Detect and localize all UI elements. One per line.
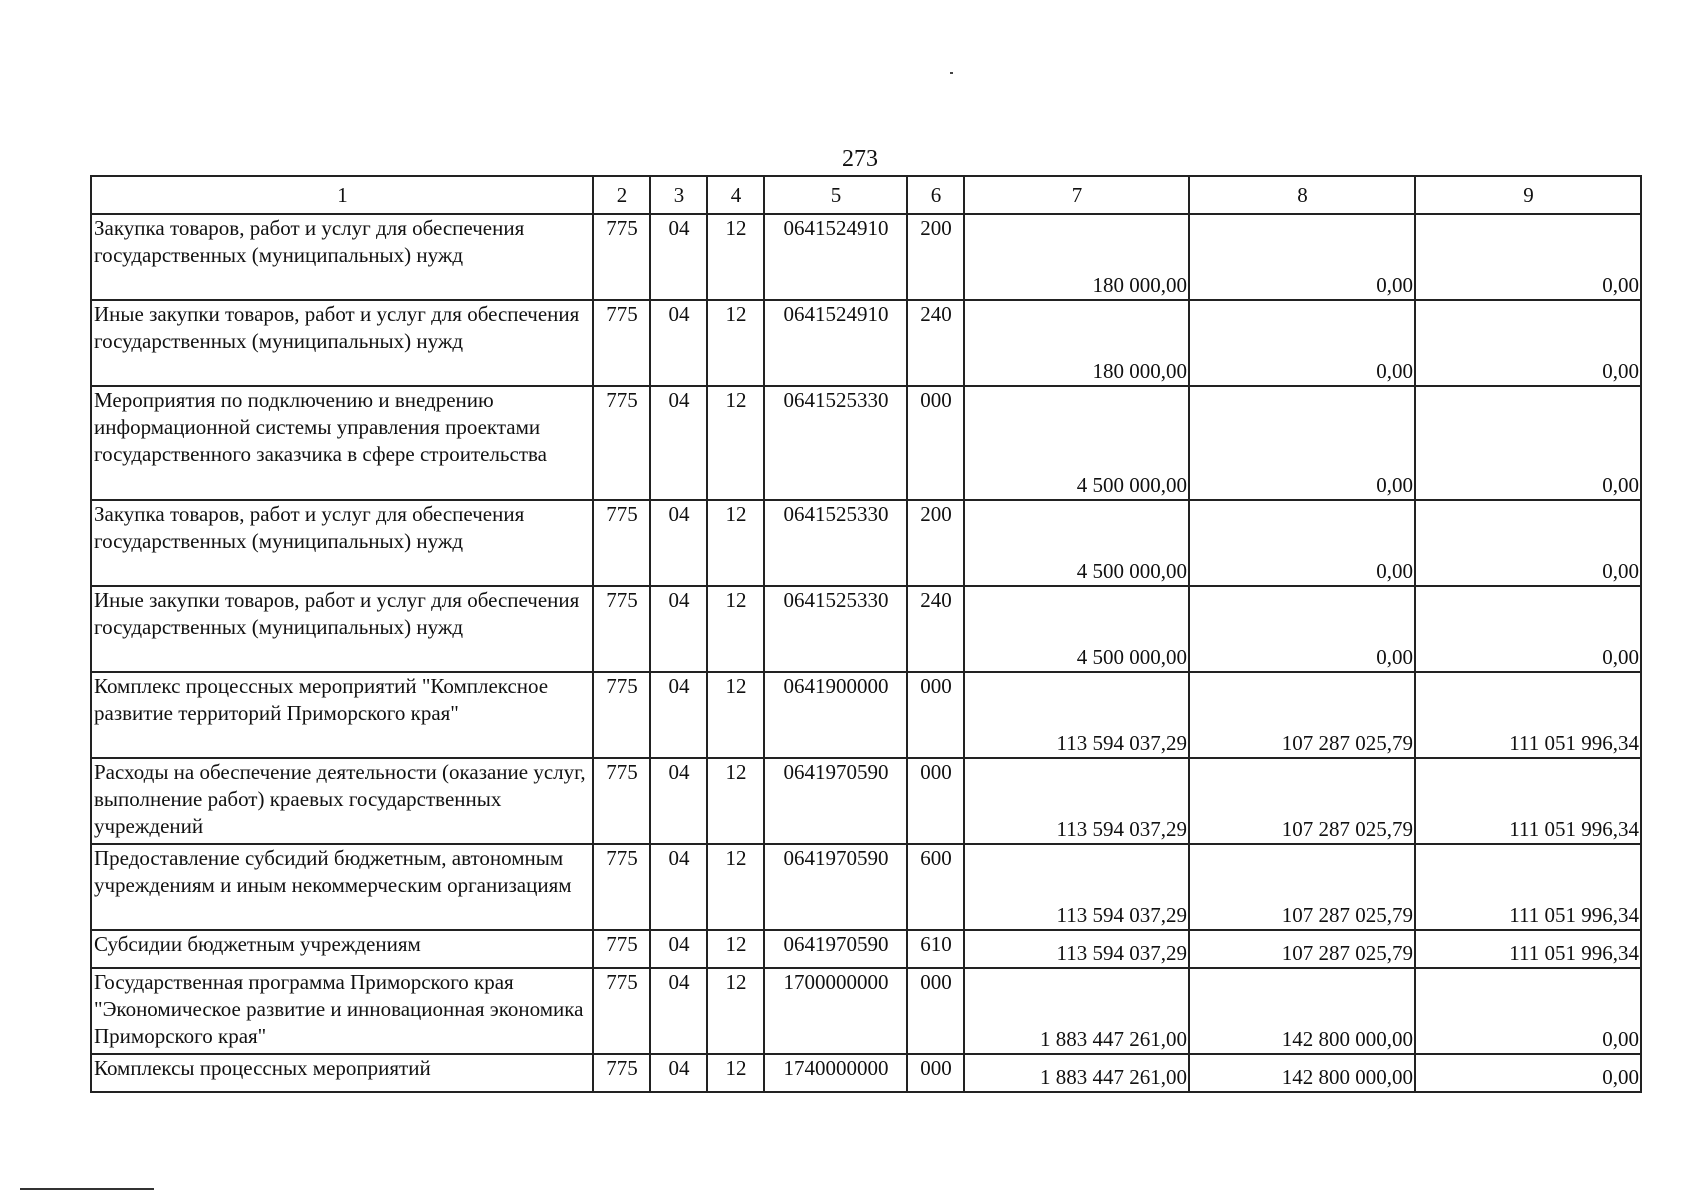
- expense-type-code: 240: [907, 586, 964, 672]
- target-article-code: 0641525330: [764, 586, 907, 672]
- amount-column-7: 113 594 037,29: [964, 672, 1189, 758]
- table-row: [91, 758, 1641, 844]
- ministry-code: 775: [593, 300, 650, 386]
- column-header-1: 1: [91, 176, 593, 214]
- item-name: Комплекс процессных мероприятий "Комплексное развитие территорий Приморского края": [91, 672, 593, 758]
- ministry-code: 775: [593, 930, 650, 968]
- section-code: 04: [650, 968, 707, 1054]
- table-row: [91, 386, 1641, 500]
- amount-column-9: 111 051 996,34: [1415, 930, 1641, 968]
- target-article-code: 0641970590: [764, 844, 907, 930]
- ministry-code: 775: [593, 214, 650, 300]
- ministry-code: 775: [593, 1054, 650, 1092]
- subsection-code: 12: [707, 586, 764, 672]
- item-name: Иные закупки товаров, работ и услуг для обеспечения государственных (муниципальных) нужд: [91, 300, 593, 386]
- column-header-7: 7: [964, 176, 1189, 214]
- expense-type-code: 200: [907, 214, 964, 300]
- budget-table: [90, 175, 1642, 1093]
- target-article-code: 0641525330: [764, 386, 907, 500]
- target-article-code: 1700000000: [764, 968, 907, 1054]
- amount-column-7: 113 594 037,29: [964, 758, 1189, 844]
- table-row: [91, 968, 1641, 1054]
- item-name: Закупка товаров, работ и услуг для обеспечения государственных (муниципальных) нужд: [91, 500, 593, 586]
- amount-column-7: 4 500 000,00: [964, 586, 1189, 672]
- ministry-code: 775: [593, 758, 650, 844]
- section-code: 04: [650, 844, 707, 930]
- amount-column-8: 142 800 000,00: [1189, 1054, 1415, 1092]
- amount-column-7: 113 594 037,29: [964, 844, 1189, 930]
- ministry-code: 775: [593, 672, 650, 758]
- subsection-code: 12: [707, 214, 764, 300]
- section-code: 04: [650, 930, 707, 968]
- subsection-code: 12: [707, 672, 764, 758]
- amount-column-9: 0,00: [1415, 968, 1641, 1054]
- scan-speck: [950, 72, 953, 74]
- amount-column-9: 111 051 996,34: [1415, 844, 1641, 930]
- amount-column-7: 1 883 447 261,00: [964, 1054, 1189, 1092]
- table-row: [91, 214, 1641, 300]
- amount-column-8: 0,00: [1189, 500, 1415, 586]
- table-row: [91, 300, 1641, 386]
- expense-type-code: 200: [907, 500, 964, 586]
- amount-column-8: 0,00: [1189, 300, 1415, 386]
- column-number-row: [91, 176, 1641, 214]
- ministry-code: 775: [593, 500, 650, 586]
- amount-column-9: 0,00: [1415, 214, 1641, 300]
- subsection-code: 12: [707, 930, 764, 968]
- section-code: 04: [650, 1054, 707, 1092]
- amount-column-7: 4 500 000,00: [964, 386, 1189, 500]
- target-article-code: 0641525330: [764, 500, 907, 586]
- table-row: [91, 930, 1641, 968]
- ministry-code: 775: [593, 386, 650, 500]
- amount-column-7: 180 000,00: [964, 214, 1189, 300]
- section-code: 04: [650, 500, 707, 586]
- target-article-code: 0641970590: [764, 930, 907, 968]
- expense-type-code: 000: [907, 1054, 964, 1092]
- column-header-3: 3: [650, 176, 707, 214]
- column-header-5: 5: [764, 176, 907, 214]
- subsection-code: 12: [707, 758, 764, 844]
- page-number: 273: [842, 146, 878, 172]
- expense-type-code: 610: [907, 930, 964, 968]
- amount-column-8: 0,00: [1189, 386, 1415, 500]
- subsection-code: 12: [707, 968, 764, 1054]
- item-name: Субсидии бюджетным учреждениям: [91, 930, 593, 968]
- amount-column-7: 180 000,00: [964, 300, 1189, 386]
- item-name: Иные закупки товаров, работ и услуг для обеспечения государственных (муниципальных) нужд: [91, 586, 593, 672]
- section-code: 04: [650, 758, 707, 844]
- amount-column-8: 107 287 025,79: [1189, 844, 1415, 930]
- column-header-8: 8: [1189, 176, 1415, 214]
- amount-column-9: 0,00: [1415, 300, 1641, 386]
- table-row: [91, 844, 1641, 930]
- amount-column-7: 1 883 447 261,00: [964, 968, 1189, 1054]
- amount-column-8: 0,00: [1189, 214, 1415, 300]
- target-article-code: 0641524910: [764, 300, 907, 386]
- table-row: [91, 500, 1641, 586]
- table-row: [91, 1054, 1641, 1092]
- table-row: [91, 586, 1641, 672]
- item-name: Комплексы процессных мероприятий: [91, 1054, 593, 1092]
- column-header-9: 9: [1415, 176, 1641, 214]
- item-name: Расходы на обеспечение деятельности (оказание услуг, выполнение работ) краевых государственных учреждений: [91, 758, 593, 844]
- section-code: 04: [650, 214, 707, 300]
- ministry-code: 775: [593, 968, 650, 1054]
- section-code: 04: [650, 386, 707, 500]
- column-header-2: 2: [593, 176, 650, 214]
- subsection-code: 12: [707, 386, 764, 500]
- item-name: Мероприятия по подключению и внедрению информационной системы управления проектами государственного заказчика в сфере строительства: [91, 386, 593, 500]
- amount-column-8: 142 800 000,00: [1189, 968, 1415, 1054]
- item-name: Государственная программа Приморского края "Экономическое развитие и инновационная экономика Приморского края": [91, 968, 593, 1054]
- amount-column-9: 0,00: [1415, 500, 1641, 586]
- expense-type-code: 000: [907, 672, 964, 758]
- amount-column-7: 113 594 037,29: [964, 930, 1189, 968]
- expense-type-code: 000: [907, 386, 964, 500]
- amount-column-7: 4 500 000,00: [964, 500, 1189, 586]
- target-article-code: 1740000000: [764, 1054, 907, 1092]
- amount-column-8: 107 287 025,79: [1189, 758, 1415, 844]
- amount-column-8: 0,00: [1189, 586, 1415, 672]
- subsection-code: 12: [707, 500, 764, 586]
- amount-column-8: 107 287 025,79: [1189, 672, 1415, 758]
- footnote-separator: [20, 1188, 154, 1190]
- ministry-code: 775: [593, 586, 650, 672]
- column-header-6: 6: [907, 176, 964, 214]
- table-row: [91, 672, 1641, 758]
- amount-column-9: 111 051 996,34: [1415, 758, 1641, 844]
- expense-type-code: 240: [907, 300, 964, 386]
- subsection-code: 12: [707, 844, 764, 930]
- target-article-code: 0641524910: [764, 214, 907, 300]
- subsection-code: 12: [707, 300, 764, 386]
- amount-column-9: 0,00: [1415, 586, 1641, 672]
- section-code: 04: [650, 586, 707, 672]
- amount-column-9: 0,00: [1415, 1054, 1641, 1092]
- expense-type-code: 000: [907, 758, 964, 844]
- item-name: Закупка товаров, работ и услуг для обеспечения государственных (муниципальных) нужд: [91, 214, 593, 300]
- amount-column-9: 0,00: [1415, 386, 1641, 500]
- expense-type-code: 000: [907, 968, 964, 1054]
- item-name: Предоставление субсидий бюджетным, автономным учреждениям и иным некоммерческим организациям: [91, 844, 593, 930]
- column-header-4: 4: [707, 176, 764, 214]
- subsection-code: 12: [707, 1054, 764, 1092]
- section-code: 04: [650, 300, 707, 386]
- expense-type-code: 600: [907, 844, 964, 930]
- target-article-code: 0641900000: [764, 672, 907, 758]
- amount-column-9: 111 051 996,34: [1415, 672, 1641, 758]
- target-article-code: 0641970590: [764, 758, 907, 844]
- section-code: 04: [650, 672, 707, 758]
- amount-column-8: 107 287 025,79: [1189, 930, 1415, 968]
- ministry-code: 775: [593, 844, 650, 930]
